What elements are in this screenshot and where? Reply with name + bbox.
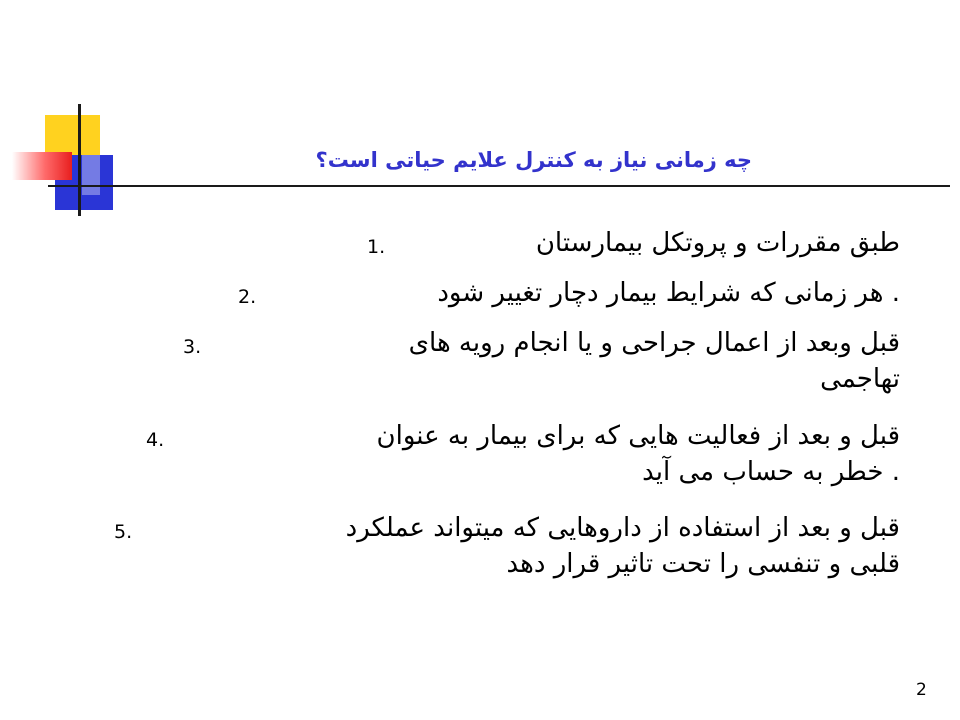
list-item	[437, 275, 900, 311]
list-item-line: طبق مقررات و پروتکل بیمارستان	[535, 228, 900, 258]
decorative-highlight	[82, 155, 100, 195]
list-item-line: . هر زمانی که شرایط بیمار دچار تغییر شود	[437, 278, 900, 308]
list-item-number: 4.	[146, 429, 165, 451]
list-item-line: قبل و بعد از استفاده از داروهایی که میتواند عملکرد	[345, 513, 900, 543]
list-item-line: . خطر به حساب می آید	[642, 457, 900, 487]
list-item-line: قلبی و تنفسی را تحت تاثیر قرار دهد	[506, 549, 900, 579]
decorative-vertical-line	[78, 104, 81, 216]
list-item-number: 1.	[367, 236, 386, 258]
list-item-number: 2.	[238, 286, 257, 308]
page-number: 2	[916, 680, 927, 700]
slide-title: چه زمانی نیاز به کنترل علایم حیاتی است؟	[315, 148, 752, 172]
list-item-line: قبل وبعد از اعمال جراحی و یا انجام رویه های	[408, 328, 900, 358]
list-item	[536, 225, 900, 261]
list-item	[346, 510, 900, 582]
list-item	[409, 325, 900, 397]
title-underline	[48, 185, 950, 187]
list-item-line: قبل و بعد از فعالیت هایی که برای بیمار به عنوان	[376, 421, 900, 451]
list-item-number: 5.	[114, 521, 133, 543]
list-item-number: 3.	[183, 336, 202, 358]
list-item	[377, 418, 900, 490]
decorative-red-gradient-bar	[12, 152, 72, 180]
list-item-line: تهاجمی	[820, 364, 900, 394]
